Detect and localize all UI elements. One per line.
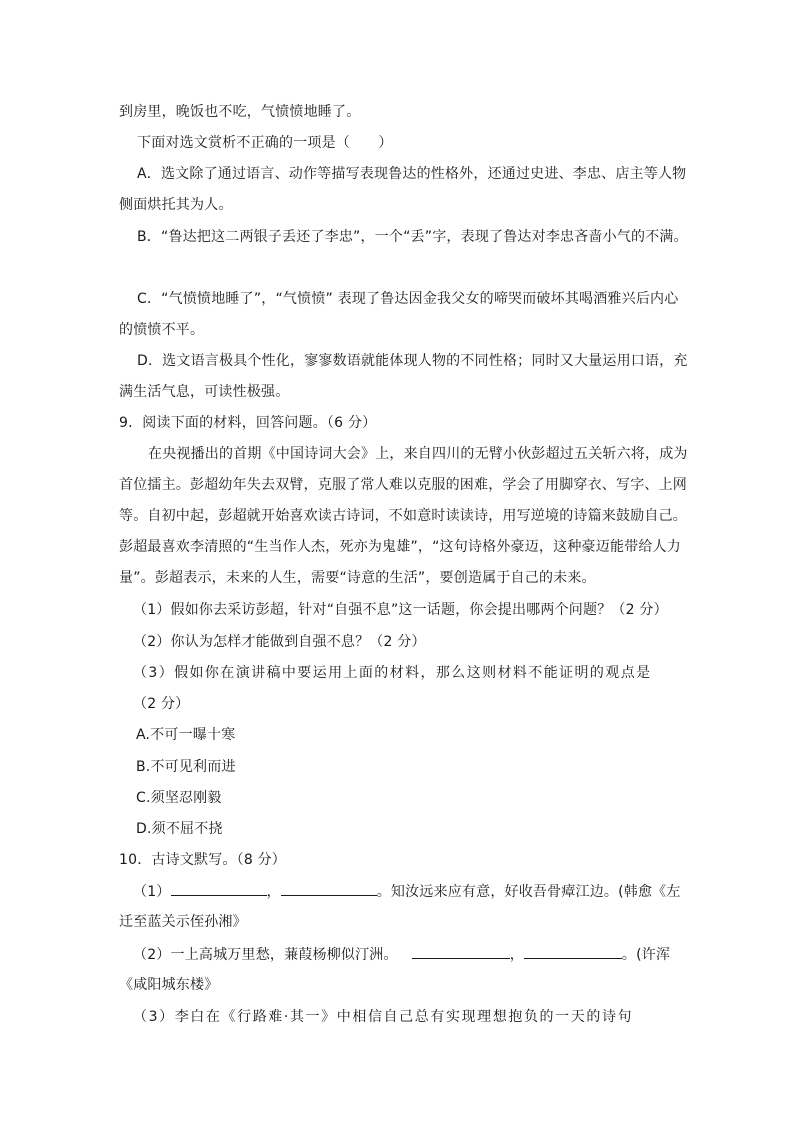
q9-material-line2: 首位擂主。彭超幼年失去双臂，克服了常人难以克服的困难，学会了用脚穿衣、写字、上网 xyxy=(119,477,687,493)
q8-stem: 下面对选文赏析不正确的一项是（ ） xyxy=(137,135,393,151)
q9-sub3-line1: （3）假如你在演讲稿中要运用上面的材料，那么这则材料不能证明的观点是 xyxy=(133,665,652,681)
q10-sub2-line1 xyxy=(133,944,670,964)
answer-blank[interactable] xyxy=(412,944,510,959)
q10-sub1-line1 xyxy=(133,881,681,901)
q9-option-b: B.不可见利而进 xyxy=(136,759,236,775)
q10-sub1-prefix: （1） xyxy=(133,884,171,900)
q9-material-line1: 在央视播出的首期《中国诗词大会》上，来自四川的无臂小伙彭超过五关斩六将，成为 xyxy=(148,446,688,462)
q10-sub2-line2: 《咸阳城东楼》 xyxy=(119,977,219,993)
q8-option-c-line1: C．“气愤愤地睡了”，“气愤愤” 表现了鲁达因金我父女的啼哭而破坏其喝酒雅兴后内心 xyxy=(137,291,679,307)
q8-option-b-line1: B．“鲁达把这二两银子丢还了李忠”，一个“丢”字，表现了鲁达对李忠吝啬小气的不满。 xyxy=(137,229,688,245)
q9-stem: 9．阅读下面的材料，回答问题。（6 分） xyxy=(119,415,377,431)
answer-blank[interactable] xyxy=(171,881,267,896)
q10-sub1-separator: ， xyxy=(266,884,281,900)
q9-sub2: （2）你认为怎样才能做到自强不息？（2 分） xyxy=(133,634,426,650)
q9-material-line4: 彭超最喜欢李清照的“生当作人杰，死亦为鬼雄”，“这句诗格外豪迈，这种豪迈能带给人力 xyxy=(119,539,681,555)
q10-sub2-suffix: 。(许浑 xyxy=(621,947,671,963)
q8-option-c-line2: 的愤愤不平。 xyxy=(119,322,205,338)
q8-option-a-line2: 侧面烘托其为人。 xyxy=(119,197,233,213)
q8-option-a-line1: A．选文除了通过语言、动作等描写表现鲁达的性格外，还通过史进、李忠、店主等人物 xyxy=(137,166,687,182)
q10-stem: 10．古诗文默写。（8 分） xyxy=(119,852,286,868)
q9-sub1: （1）假如你去采访彭超，针对“自强不息”这一话题，你会提出哪两个问题？（2 分） xyxy=(133,602,668,618)
q9-material-line5: 量”。彭超表示，未来的人生，需要“诗意的生活”，要创造属于自己的未来。 xyxy=(119,570,596,586)
passage-end-line: 到房里，晚饭也不吃，气愤愤地睡了。 xyxy=(119,104,361,120)
q9-option-c: C.须坚忍刚毅 xyxy=(136,790,222,806)
q10-sub2-separator: ， xyxy=(509,947,524,963)
q10-sub2-prefix: （2）一上高城万里愁，蒹葭杨柳似汀洲。 xyxy=(133,947,398,963)
answer-blank[interactable] xyxy=(281,881,377,896)
q10-sub1-suffix: 。知汝远来应有意，好收吾骨瘴江边。(韩愈《左 xyxy=(376,884,681,900)
q9-material-line3: 等。自初中起，彭超就开始喜欢读古诗词，不如意时读读诗，用写逆境的诗篇来鼓励自己。 xyxy=(119,508,687,524)
q10-sub1-line2: 迁至蓝关示侄孙湘》 xyxy=(119,914,247,930)
q9-option-a: A.不可一曝十寒 xyxy=(136,727,236,743)
q9-option-d: D.须不屈不挠 xyxy=(136,821,223,837)
q8-option-d-line1: D．选文语言极具个性化，寥寥数语就能体现人物的不同性格；同时又大量运用口语，充 xyxy=(137,353,688,369)
q10-sub3-line1: （3）李白在《行路难·其一》中相信自己总有实现理想抱负的一天的诗句 xyxy=(133,1009,634,1025)
q8-option-d-line2: 满生活气息，可读性极强。 xyxy=(119,384,290,400)
answer-blank[interactable] xyxy=(524,944,622,959)
q9-sub3-line2: （2 分） xyxy=(133,696,190,712)
